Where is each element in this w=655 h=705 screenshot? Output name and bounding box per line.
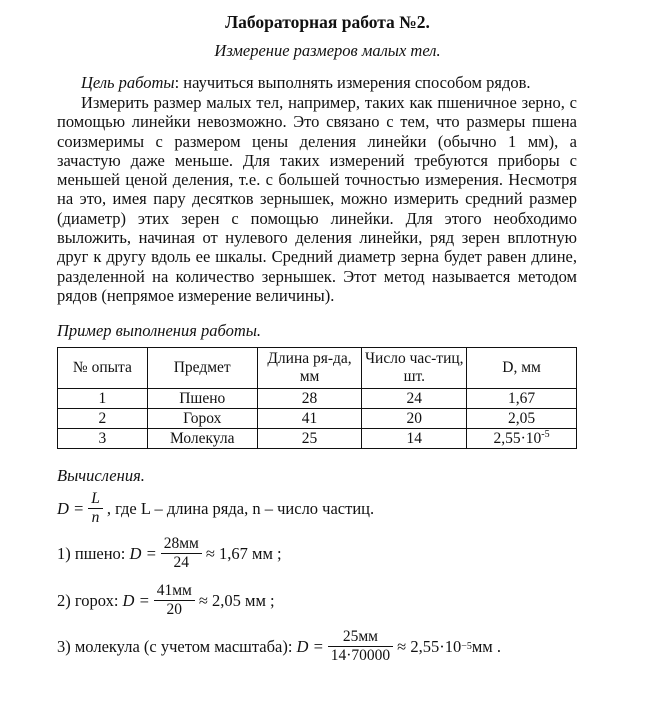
cell-number: 1 (58, 389, 148, 409)
goal-paragraph (57, 73, 577, 92)
diameter-exponent: -5 (541, 428, 550, 440)
calculations-heading: Вычисления. (57, 466, 145, 485)
body-paragraph: Измерить размер малых тел, например, таких как пшеничное зерно, с помощью линейки невозможно. Это связано с тем, что размеры пшена соизмеримы с размером цены деления линейки (обычно 1 мм), а зачастую даже меньше. Для таких измерений требуются приборы с меньшей ценой деления, т.е. с большей точностью измерения. Несмотря на это, имея пару десятков зернышек, можно измерить средний размер (диаметр) этих зерен с помощью линейки. Для этого необходимо выложить, начиная от нулевого деления линейки, ряд зерен вплотную друг к другу вдоль ее шкалы. Средний диаметр зерна будет равен длине, разделенной на количество зернышек. Этот метод называется методом рядов (непрямое измерение величины). (57, 93, 577, 305)
cell-count: 14 (362, 429, 467, 449)
calc-lhs: D = (296, 636, 324, 656)
fraction-numerator: L (91, 490, 100, 507)
formula-fraction (88, 490, 103, 527)
calc-prefix: 1) пшено: (57, 543, 126, 563)
header-diameter: D, мм (467, 348, 577, 389)
header-count: Число час-тиц, шт. (362, 348, 467, 389)
calc-fraction (328, 628, 393, 665)
calculation-line (57, 535, 282, 572)
goal-text: : научиться выполнять измерения способом рядов. (174, 73, 531, 92)
calculation-line (57, 582, 275, 619)
table-row (58, 409, 577, 429)
cell-diameter (467, 389, 577, 409)
calculation-line: 3) молекула (с учетом масштаба): D = $\frac{25мм}{14\cdot 70000}$ ≈ 2,55·10 −5 мм . (57, 628, 501, 664)
table-header-row (58, 348, 577, 389)
calc-result: ≈ 2,05 мм ; (198, 590, 275, 610)
cell-item: Пшено (147, 389, 257, 409)
cell-item: Молекула (147, 429, 257, 449)
calc-result: ≈ 2,55·10 (397, 636, 462, 656)
fraction-denominator: 14·70000 (330, 647, 391, 664)
general-formula (57, 490, 374, 527)
goal-label: Цель работы (81, 73, 175, 92)
calc-fraction (161, 535, 202, 572)
calc-result: ≈ 1,67 мм ; (205, 543, 282, 563)
results-table (57, 347, 577, 449)
fraction-numerator: 41мм (156, 582, 192, 599)
cell-item: Горох (147, 409, 257, 429)
fraction-denominator: n (91, 509, 100, 526)
cell-number: 2 (58, 409, 148, 429)
fraction-denominator: 24 (173, 554, 190, 571)
diameter-value: 1,67 (508, 389, 536, 407)
cell-count: 20 (362, 409, 467, 429)
diameter-value: 2,05 (508, 409, 536, 427)
cell-length: 28 (257, 389, 362, 409)
example-heading: Пример выполнения работы. (57, 321, 262, 340)
calc-lhs: D = (122, 590, 150, 610)
table-row (58, 429, 577, 449)
cell-diameter (467, 409, 577, 429)
cell-number: 3 (58, 429, 148, 449)
table-row (58, 389, 577, 409)
header-length: Длина ря-да, мм (257, 348, 362, 389)
cell-length: 25 (257, 429, 362, 449)
page-title: Лабораторная работа №2. (225, 12, 430, 32)
header-item: Предмет (147, 348, 257, 389)
fraction-denominator: 20 (166, 601, 183, 618)
cell-diameter (467, 429, 577, 449)
page-subtitle: Измерение размеров малых тел. (214, 41, 441, 60)
fraction-numerator: 28мм (163, 535, 199, 552)
formula-description: , где L – длина ряда, n – число частиц. (106, 498, 375, 518)
calc-fraction (154, 582, 195, 619)
cell-count: 24 (362, 389, 467, 409)
calc-prefix: 3) молекула (с учетом масштаба): (57, 636, 293, 656)
header-number: № опыта (58, 348, 148, 389)
formula-lhs: D = (57, 498, 85, 518)
calc-unit: мм . (471, 636, 501, 656)
cell-length: 41 (257, 409, 362, 429)
fraction-numerator: 25мм (342, 628, 378, 645)
calc-lhs: D = (129, 543, 157, 563)
diameter-value: 2,55·10 (493, 429, 542, 447)
calc-prefix: 2) горох: (57, 590, 119, 610)
